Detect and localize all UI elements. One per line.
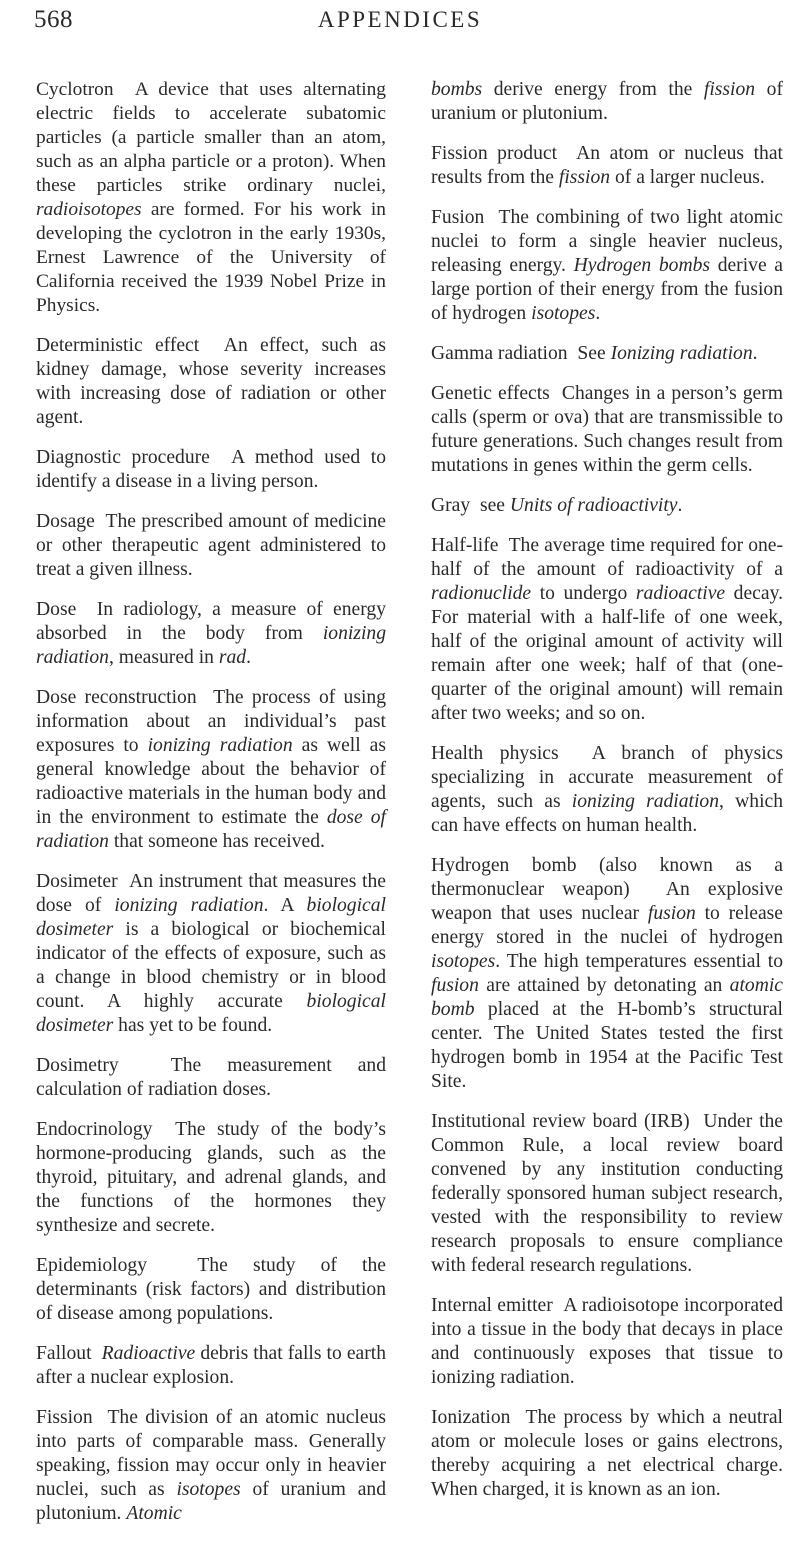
glossary-term: Dose [36,599,77,620]
glossary-term: Fallout [36,1343,92,1364]
glossary-entry [36,1054,386,1102]
glossary-term: Cyclotron [36,79,114,100]
glossary-entry [431,1406,783,1502]
glossary-term: Fission [36,1407,93,1428]
glossary-term: Diagnostic procedure [36,447,210,468]
glossary-definition: A method used to identify a disease in a living person. [36,447,387,492]
glossary-term: Deterministic effect [36,335,200,356]
glossary-definition: A branch of physics specializing in accurate measurement of agents, such as ionizing radiation, which can have effects on human health. [431,743,783,836]
glossary-definition: see Units of radioactivity. [479,495,683,516]
glossary-entry [36,1406,386,1526]
glossary-term: Health physics [431,743,559,764]
glossary-definition: An instrument that measures the dose of ionizing radiation. A biological dosimeter is a biological or biochemical indicator of the effects of exposure, such as a change in blood chemistry or in blood count. A highly accurate biological dosimeter has yet to be found. [36,871,386,1036]
glossary-term: Half-life [431,535,499,556]
glossary-entry [431,78,783,126]
glossary-definition: The division of an atomic nucleus into parts of comparable mass. Generally speaking, fission may occur only in heavier nuclei, such as isotopes of uranium and plutonium. Atomic [36,1407,386,1524]
glossary-entry [36,1342,386,1390]
glossary-term: Gray [431,495,471,516]
glossary-definition: The measurement and calculation of radiation doses. [36,1055,386,1100]
glossary-definition: An atom or nucleus that results from the fission of a larger nucleus. [431,143,783,188]
glossary-term: Dosage [36,511,95,532]
glossary-definition: bombs derive energy from the fission of uranium or plutonium. [431,79,783,124]
glossary-entry [431,206,783,326]
glossary-entry [431,1294,783,1390]
glossary-term: Genetic effects [431,383,550,404]
glossary-term: Endocrinology [36,1119,153,1140]
glossary-definition: The study of the body’s hormone-producing glands, such as the thyroid, pituitary, and adrenal glands, and the functions of the hormones they synthesize and secrete. [36,1119,386,1236]
glossary-term: Fusion [431,207,485,228]
glossary-definition: Radioactive debris that falls to earth after a nuclear explosion. [36,1343,386,1388]
glossary-entry [36,1118,386,1238]
glossary-entry [431,742,783,838]
running-head: APPENDICES [317,7,483,32]
glossary-term: Dose reconstruction [36,687,197,708]
glossary-entry [431,342,783,366]
glossary-entry [431,142,783,190]
glossary-term: Dosimeter [36,871,118,892]
glossary-definition: The prescribed amount of medicine or other therapeutic agent administered to treat a given illness. [36,511,387,580]
glossary-definition: A device that uses alternating electric fields to accelerate subatomic particles (a particle smaller than an atom, such as an alpha particle or a proton). When these particles strike ordinary nuclei, radioisotopes are formed. For his work in developing the cyclotron in the early 1930s, Ernest Lawrence of the University of California received the 1939 Nobel Prize in Physics. [36,79,386,316]
page-number: 568 [34,6,73,33]
glossary-column-left [36,78,386,1542]
glossary-term: Internal emitter [431,1295,553,1316]
glossary-column-right [431,78,783,1518]
page-header [0,0,800,50]
glossary-definition: A radioisotope incorporated into a tissue in the body that decays in place and continuously exposes that tissue to ionizing radiation. [431,1295,783,1388]
glossary-definition: The process by which a neutral atom or molecule loses or gains electrons, thereby acquiring a net electrical charge. When charged, it is known as an ion. [431,1407,783,1500]
glossary-definition: The combining of two light atomic nuclei to form a single heavier nucleus, releasing energy. Hydrogen bombs derive a large portion of their energy from the fusion of hydrogen isotopes. [431,207,783,324]
glossary-entry [36,870,386,1038]
glossary-term: Gamma radiation [431,343,568,364]
glossary-term: Institutional review board (IRB) [431,1111,690,1132]
glossary-entry [36,686,386,854]
glossary-term: Ionization [431,1407,511,1428]
glossary-entry [431,854,783,1094]
glossary-term: Fission product [431,143,558,164]
glossary-definition: Under the Common Rule, a local review board convened by any institution conducting federally sponsored human subject research, vested with the responsibility to review research proposals to ensure compliance with federal research regulations. [431,1111,784,1276]
glossary-definition: The study of the determinants (risk factors) and distribution of disease among populations. [36,1255,386,1324]
glossary-definition: The average time required for one-half of the amount of radioactivity of a radionuclide to undergo radioactive decay. For material with a half-life of one week, half of the original amount of activity will remain after one week; half of that (one-quarter of the original amount) will remain after two weeks; and so on. [431,535,784,724]
glossary-entry [36,334,386,430]
glossary-definition: In radiology, a measure of energy absorbed in the body from ionizing radiation, measured in rad. [36,599,386,668]
glossary-definition: An effect, such as kidney damage, whose severity increases with increasing dose of radiation or other agent. [36,335,387,428]
glossary-entry [36,446,386,494]
glossary-entry [36,510,386,582]
glossary-term: Dosimetry [36,1055,119,1076]
glossary-term: Epidemiology [36,1255,148,1276]
glossary-definition: See Ionizing radiation. [577,343,758,364]
glossary-entry [431,1110,783,1278]
glossary-entry [431,534,783,726]
glossary-entry [36,598,386,670]
glossary-definition: An explosive weapon that uses nuclear fusion to release energy stored in the nuclei of hydrogen isotopes. The high temperatures essential to fusion are attained by detonating an atomic bomb placed at the H-bomb’s structural center. The United States tested the first hydrogen bomb in 1954 at the Pacific Test Site. [431,879,784,1092]
glossary-definition: The process of using information about an individual’s past exposures to ionizing radiation as well as general knowledge about the behavior of radioactive materials in the human body and in the environment to estimate the dose of radiation that someone has received. [36,687,386,852]
glossary-entry [36,78,386,318]
glossary-entry [431,382,783,478]
glossary-definition: Changes in a person’s germ calls (sperm or ova) that are transmissible to future generations. Such changes result from mutations in genes within the germ cells. [431,383,784,476]
glossary-entry [36,1254,386,1326]
glossary-entry [431,494,783,518]
glossary-term: Hydrogen bomb (also known as a thermonuclear weapon) [431,855,783,900]
